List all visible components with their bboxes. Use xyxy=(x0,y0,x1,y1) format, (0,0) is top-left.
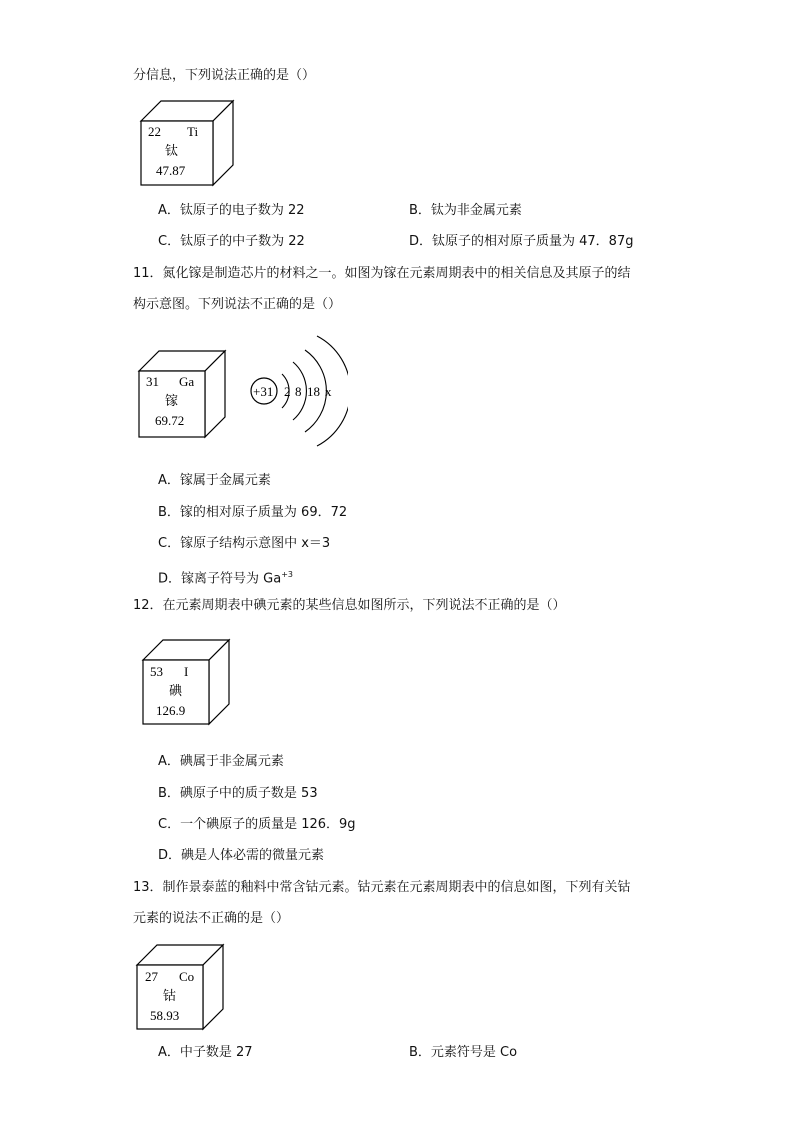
tile-atomic-number: 31 xyxy=(146,374,159,389)
shell-3-electrons: 18 xyxy=(307,384,320,399)
shell-2-electrons: 8 xyxy=(295,384,302,399)
tile-symbol: I xyxy=(184,664,189,679)
q10-option-a: A．钛原子的电子数为 22 xyxy=(158,203,305,218)
q12-stem: 12．在元素周期表中碘元素的某些信息如图所示，下列说法不正确的是（） xyxy=(133,598,566,613)
tile-name: 镓 xyxy=(165,394,179,409)
tile-mass: 69.72 xyxy=(155,413,185,428)
q12-option-d: D．碘是人体必需的微量元素 xyxy=(158,848,325,863)
q11-option-d xyxy=(158,566,293,588)
q12-option-b: B．碘原子中的质子数是 53 xyxy=(158,786,318,801)
q10-element-tile xyxy=(139,99,235,187)
shell-1-electrons: 2 xyxy=(284,384,291,399)
q13-option-b: B．元素符号是 Co xyxy=(409,1045,518,1060)
tile-name: 钛 xyxy=(165,144,179,159)
q13-element-tile xyxy=(135,943,225,1031)
tile-atomic-number: 27 xyxy=(145,969,158,984)
q11-atomic-structure-diagram xyxy=(248,330,348,458)
q10-option-b: B．钛为非金属元素 xyxy=(409,203,522,218)
q11-stem-line1: 11．氮化镓是制造芯片的材料之一。如图为镓在元素周期表中的相关信息及其原子的结 xyxy=(133,266,631,281)
q10-option-c: C．钛原子的中子数为 22 xyxy=(158,234,305,249)
q10-stem-tail: 分信息，下列说法正确的是（） xyxy=(133,68,316,83)
q11-option-d-charge: +3 xyxy=(281,570,293,579)
q11-option-c: C．镓原子结构示意图中 x＝3 xyxy=(158,536,331,551)
q11-option-a: A．镓属于金属元素 xyxy=(158,473,271,488)
q11-element-tile xyxy=(137,349,227,439)
tile-symbol: Ti xyxy=(187,124,199,139)
shell-4-electrons: x xyxy=(325,384,332,399)
q10-option-d: D．钛原子的相对原子质量为 47．87g xyxy=(409,234,634,249)
tile-symbol: Co xyxy=(179,969,195,984)
q13-option-a: A．中子数是 27 xyxy=(158,1045,253,1060)
tile-name: 钴 xyxy=(163,989,177,1004)
q11-stem-line2: 构示意图。下列说法不正确的是（） xyxy=(133,297,342,312)
tile-mass: 58.93 xyxy=(150,1008,180,1023)
q13-stem-line2: 元素的说法不正确的是（） xyxy=(133,911,290,926)
tile-atomic-number: 53 xyxy=(150,664,163,679)
q11-option-b: B．镓的相对原子质量为 69．72 xyxy=(158,505,348,520)
tile-mass: 47.87 xyxy=(156,163,186,178)
q11-option-d-text: D．镓离子符号为 Ga xyxy=(158,571,282,587)
tile-mass: 126.9 xyxy=(156,703,186,718)
q12-element-tile xyxy=(141,638,231,726)
tile-name: 碘 xyxy=(169,684,183,699)
q12-option-c: C．一个碘原子的质量是 126．9g xyxy=(158,817,356,832)
nucleus-charge: +31 xyxy=(253,384,274,399)
tile-symbol: Ga xyxy=(179,374,195,389)
q13-stem-line1: 13．制作景泰蓝的釉料中常含钴元素。钴元素在元素周期表中的信息如图，下列有关钴 xyxy=(133,880,631,895)
tile-atomic-number: 22 xyxy=(148,124,161,139)
q12-option-a: A．碘属于非金属元素 xyxy=(158,754,284,769)
